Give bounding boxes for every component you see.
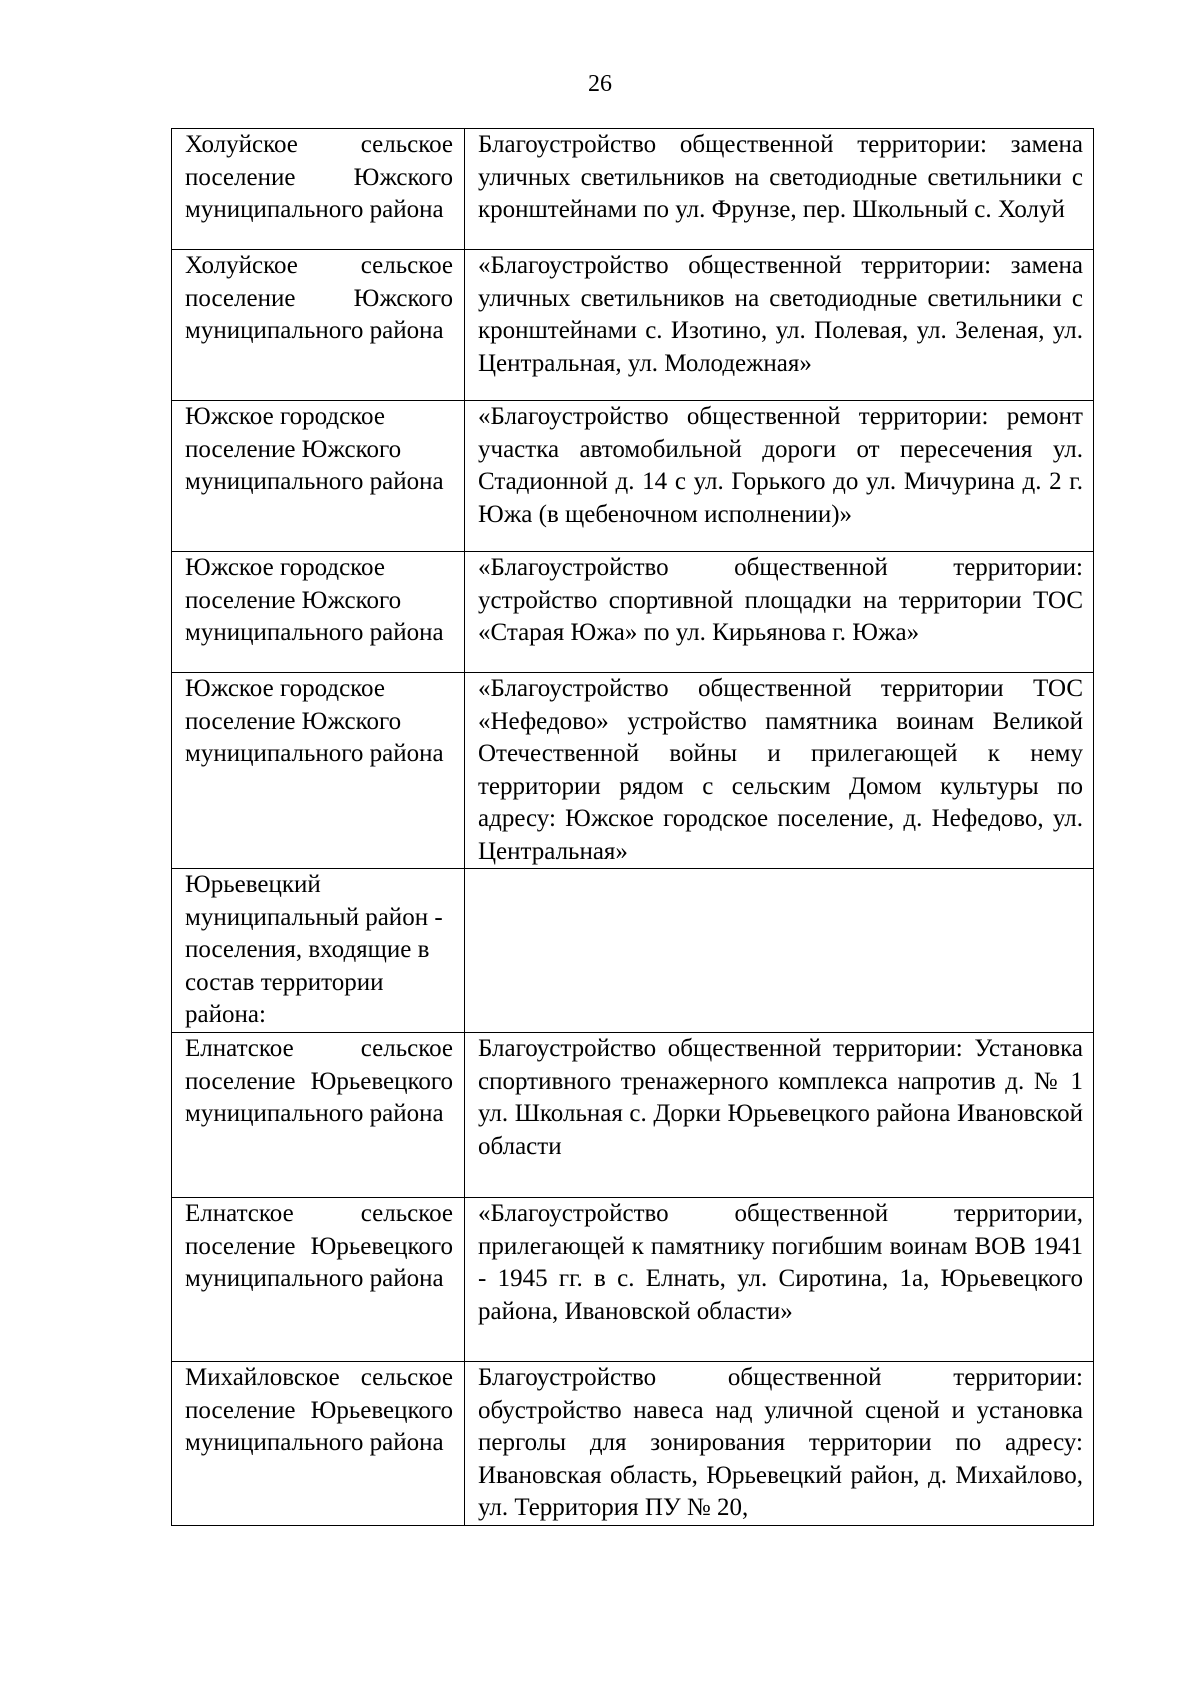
project-cell: «Благоустройство общественной территории: ремонт участка автомобильной дороги от пересечения ул. Стадионной д. 14 с ул. Горького до ул. Мичурина д. 2 г. Южа (в щебеночном исполнении)» [465,401,1094,552]
table-row [172,250,1094,401]
project-cell: Благоустройство общественной территории: Установка спортивного тренажерного комплекса напротив д. № 1 ул. Школьная с. Дорки Юрьевецкого района Ивановской области [465,1033,1094,1198]
settlement-cell: Михайловское сельское поселение Юрьевецкого муниципального района [172,1362,465,1526]
project-cell [465,869,1094,1033]
settlement-cell: Юрьевецкий муниципальный район - поселения, входящие в состав территории района: [172,869,465,1033]
table-row [172,869,1094,1033]
project-cell: Благоустройство общественной территории: обустройство навеса над уличной сценой и установка перголы для зонирования территории по адресу: Ивановская область, Юрьевецкий район, д. Михайлово, ул. Территория ПУ № 20, [465,1362,1094,1526]
table-row [172,1198,1094,1362]
table-row [172,1033,1094,1198]
table-row [172,401,1094,552]
table-row [172,673,1094,869]
settlement-cell: Холуйское сельское поселение Южского муниципального района [172,250,465,401]
table-row [172,1362,1094,1526]
project-cell: «Благоустройство общественной территории ТОС «Нефедово» устройство памятника воинам Великой Отечественной войны и прилегающей к нему территории рядом с сельским Домом культуры по адресу: Южское городское поселение, д. Нефедово, ул. Центральная» [465,673,1094,869]
settlement-cell: Елнатское сельское поселение Юрьевецкого муниципального района [172,1033,465,1198]
project-cell: Благоустройство общественной территории: замена уличных светильников на светодиодные светильники с кронштейнами по ул. Фрунзе, пер. Школьный с. Холуй [465,129,1094,250]
settlement-cell: Южское городское поселение Южского муниципального района [172,401,465,552]
table-row [172,129,1094,250]
project-cell: «Благоустройство общественной территории, прилегающей к памятнику погибшим воинам ВОВ 1941 - 1945 гг. в с. Елнать, ул. Сиротина, 1а, Юрьевецкого района, Ивановской области» [465,1198,1094,1362]
page-number: 26 [588,71,612,97]
settlement-cell: Елнатское сельское поселение Юрьевецкого муниципального района [172,1198,465,1362]
project-cell: «Благоустройство общественной территории: замена уличных светильников на светодиодные светильники с кронштейнами с. Изотино, ул. Полевая, ул. Зеленая, ул. Центральная, ул. Молодежная» [465,250,1094,401]
project-cell: «Благоустройство общественной территории: устройство спортивной площадки на территории ТОС «Старая Южа» по ул. Кирьянова г. Южа» [465,552,1094,673]
table-row [172,552,1094,673]
projects-table [171,128,1094,1526]
settlement-cell: Холуйское сельское поселение Южского муниципального района [172,129,465,250]
settlement-cell: Южское городское поселение Южского муниципального района [172,673,465,869]
settlement-cell: Южское городское поселение Южского муниципального района [172,552,465,673]
